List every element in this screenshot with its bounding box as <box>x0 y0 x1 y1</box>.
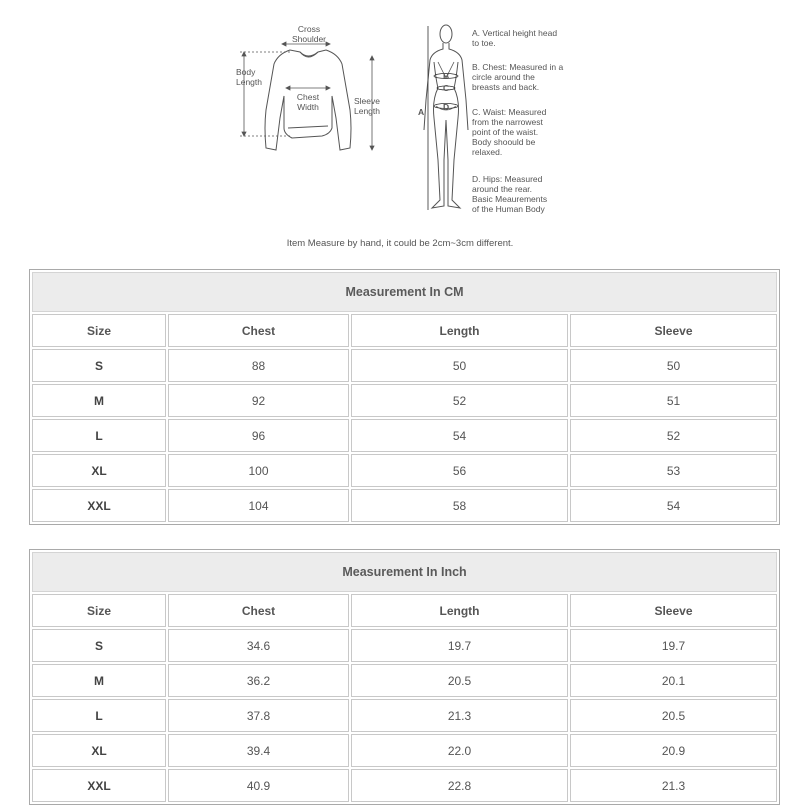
cell-length: 22.8 <box>351 769 568 802</box>
table-row <box>32 769 777 802</box>
cell-chest: 88 <box>168 349 349 382</box>
table-row <box>32 454 777 487</box>
cell-sleeve: 21.3 <box>570 769 777 802</box>
cell-chest: 34.6 <box>168 629 349 662</box>
cell-length: 22.0 <box>351 734 568 767</box>
marker-d: D <box>443 102 450 112</box>
table-row <box>32 699 777 732</box>
cell-length: 56 <box>351 454 568 487</box>
cell-chest: 92 <box>168 384 349 417</box>
cell-length: 20.5 <box>351 664 568 697</box>
table-header-row <box>32 314 777 347</box>
cell-length: 19.7 <box>351 629 568 662</box>
cell-sleeve: 51 <box>570 384 777 417</box>
marker-b: B <box>443 71 450 81</box>
cell-chest: 39.4 <box>168 734 349 767</box>
cell-sleeve: 50 <box>570 349 777 382</box>
cross-shoulder-label: Cross Shoulder <box>291 24 327 44</box>
cell-length: 58 <box>351 489 568 522</box>
cell-chest: 100 <box>168 454 349 487</box>
body-measure-lines <box>428 26 458 210</box>
cell-sleeve: 19.7 <box>570 629 777 662</box>
marker-c: C <box>443 83 450 93</box>
chest-width-label: Chest Width <box>296 92 320 112</box>
cell-sleeve: 20.5 <box>570 699 777 732</box>
cell-length: 54 <box>351 419 568 452</box>
cell-chest: 37.8 <box>168 699 349 732</box>
header-chest: Chest <box>168 594 349 627</box>
garment-and-body-illustration <box>0 0 800 232</box>
measure-note: Item Measure by hand, it could be 2cm~3cm different. <box>286 238 514 249</box>
table-row <box>32 419 777 452</box>
note-b: B. Chest: Measured in a circle around the breasts and back. <box>472 62 564 92</box>
cell-sleeve: 20.1 <box>570 664 777 697</box>
size-table-cm <box>29 269 780 525</box>
cell-size: L <box>32 419 166 452</box>
table-row <box>32 384 777 417</box>
header-size: Size <box>32 314 166 347</box>
header-chest: Chest <box>168 314 349 347</box>
header-sleeve: Sleeve <box>570 314 777 347</box>
cell-chest: 40.9 <box>168 769 349 802</box>
cell-sleeve: 53 <box>570 454 777 487</box>
cell-sleeve: 52 <box>570 419 777 452</box>
table-header-row <box>32 594 777 627</box>
cell-size: M <box>32 384 166 417</box>
table-row <box>32 664 777 697</box>
note-c: C. Waist: Measured from the narrowest point of the waist. Body shoould be relaxed. <box>472 107 547 157</box>
cell-length: 52 <box>351 384 568 417</box>
note-a: A. Vertical height head to toe. <box>472 28 558 48</box>
cell-length: 21.3 <box>351 699 568 732</box>
body-length-label: Body Length <box>236 67 262 87</box>
measurement-diagram <box>0 0 800 232</box>
cell-size: M <box>32 664 166 697</box>
cell-size: XL <box>32 454 166 487</box>
table-title: Measurement In Inch <box>32 552 777 592</box>
table-title: Measurement In CM <box>32 272 777 312</box>
header-sleeve: Sleeve <box>570 594 777 627</box>
cell-chest: 96 <box>168 419 349 452</box>
note-d: D. Hips: Measured around the rear. Basic Meaurements of the Human Body <box>472 174 548 214</box>
table-row <box>32 489 777 522</box>
cell-size: XXL <box>32 769 166 802</box>
size-table-inch <box>29 549 780 805</box>
header-size: Size <box>32 594 166 627</box>
marker-a: A <box>418 107 425 117</box>
human-body-icon <box>424 25 468 208</box>
cell-size: XL <box>32 734 166 767</box>
sleeve-length-label: Sleeve Length <box>354 96 380 116</box>
cell-size: XXL <box>32 489 166 522</box>
header-length: Length <box>351 314 568 347</box>
cell-length: 50 <box>351 349 568 382</box>
cell-chest: 104 <box>168 489 349 522</box>
header-length: Length <box>351 594 568 627</box>
cell-size: L <box>32 699 166 732</box>
cell-size: S <box>32 629 166 662</box>
table-row <box>32 349 777 382</box>
cell-sleeve: 54 <box>570 489 777 522</box>
cell-sleeve: 20.9 <box>570 734 777 767</box>
table-row <box>32 734 777 767</box>
table-row <box>32 629 777 662</box>
cell-size: S <box>32 349 166 382</box>
cell-chest: 36.2 <box>168 664 349 697</box>
